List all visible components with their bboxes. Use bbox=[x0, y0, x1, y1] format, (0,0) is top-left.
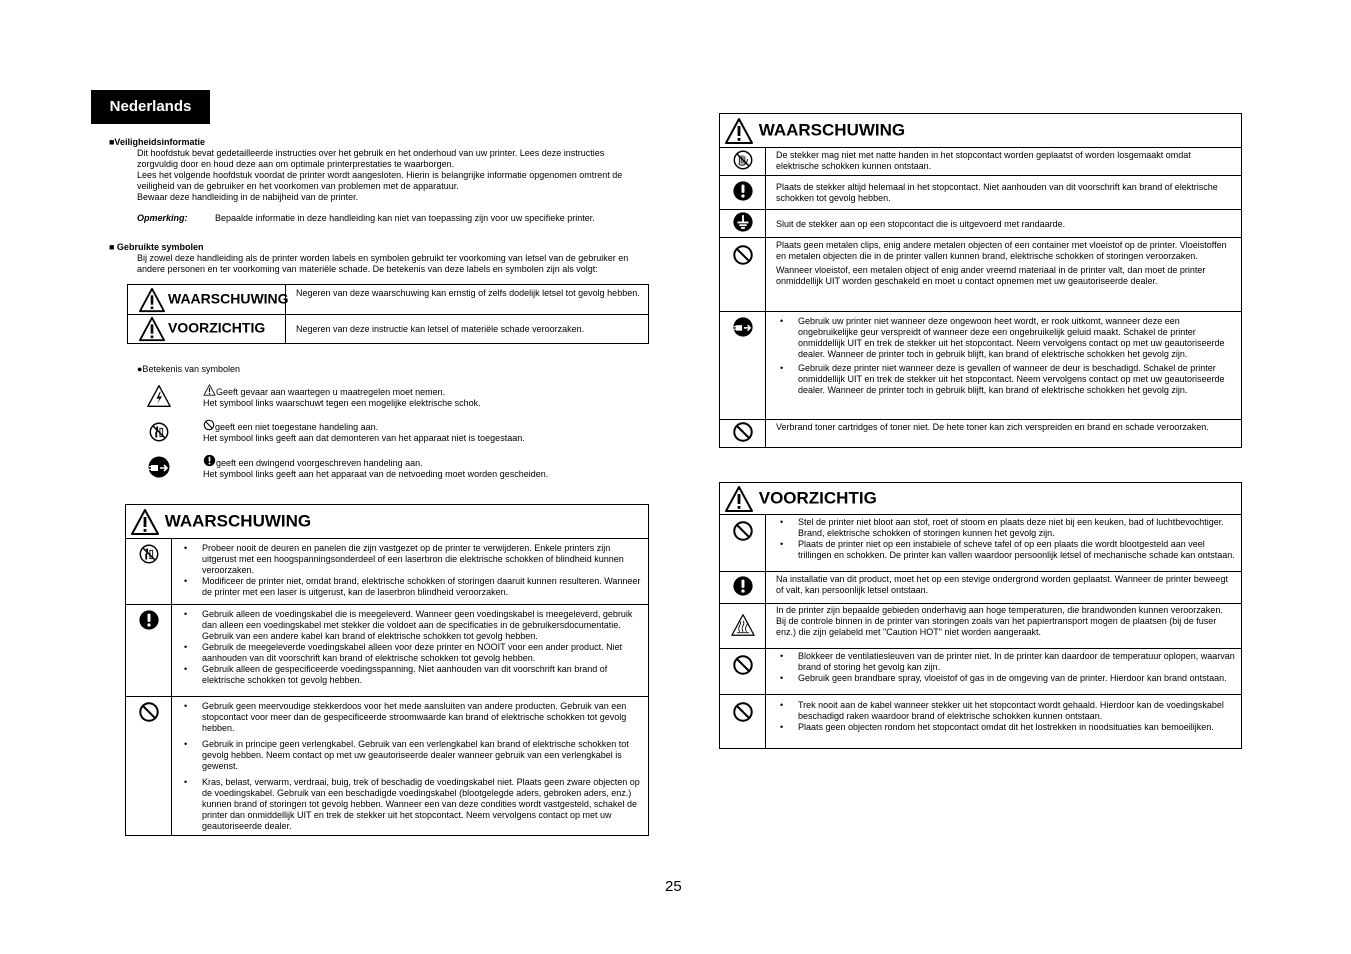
prohibited-icon bbox=[732, 701, 754, 723]
meaning-2: geeft een niet toegestane handeling aan. Het symbool links geeft aan dat demonteren van het apparaat niet is toegestaan. bbox=[203, 419, 525, 444]
no-wet-hands-icon bbox=[732, 149, 754, 171]
meaning-3: geeft een dwingend voorgeschreven handeling aan. Het symbool links geeft aan het apparaat van de netvoeding moet worden gescheiden. bbox=[203, 454, 548, 480]
warning-right-row-2: Plaats de stekker altijd helemaal in het stopcontact. Niet aanhouden van dit voorschrift kan brand of elektrische schokken tot gevolg hebben. bbox=[766, 176, 1242, 210]
warning-right-row-4: Plaats geen metalen clips, enig andere metalen objecten of een container met vloeistof op de printer. Vloeistoffen en metalen objecten die in de printer vallen kunnen brand, elektrische schokken of storingen veroorzaken. Wanneer vloeistof, een metalen object of enig ander vreemd materiaal in de printer valt, dan moet de printer onmiddellijk UIT worden geschakeld en moet u contact opnemen met uw geautoriseerde dealer. bbox=[766, 238, 1242, 312]
caution-row-5: • Trek nooit aan de kabel wanneer stekker uit het stopcontact wordt gehaald. Hierdoor kan de voedingskabel beschadigd raken waardoor brand of elektrische schokken kunnen ontstaan. • Plaats geen objecten rondom het stopcontact omdat dit het lostrekken in noodsituaties kan bemoeilijken. bbox=[766, 695, 1242, 749]
warning-right-row-1: De stekker mag niet met natte handen in het stopcontact worden geplaatst of worden losgemaakt omdat elektrische schokken kunnen ontstaan. bbox=[766, 148, 1242, 176]
warning-table-right bbox=[719, 113, 1242, 448]
mandatory-icon bbox=[203, 454, 216, 467]
safety-heading: ■Veiligheidsinformatie bbox=[109, 137, 205, 147]
page-number: 25 bbox=[665, 878, 682, 895]
label-warning-text: Negeren van deze waarschuwing kan ernstig of zelfs dodelijk letsel tot gevolg hebben. bbox=[286, 285, 649, 315]
symbols-text: Bij zowel deze handleiding als de printer worden labels en symbolen gebruikt ter voorkoming van letsel van de gebruiker en andere personen en ter voorkoming van materiële schade. De betekenis van deze labels en symbolen zijn als volgt: bbox=[137, 253, 629, 274]
warning-left-row-2: • Gebruik alleen de voedingskabel die is meegeleverd. Wanneer geen voedingskabel is meegeleverd, gebruik dan alleen een voedingskabel met stekker die voldoet aan de specificaties in de gebruikersdocumentatie. Gebruik van een andere kabel kan brand of elektrische schokken tot gevolg hebben. • Gebruik de meegeleverde voedingskabel alleen voor deze printer en NOOIT voor een ander product. Niet aanhouden van dit voorschrift kan brand of elektrische schokken tot gevolg hebben. • Gebruik alleen de gespecificeerde voedingsspanning. Niet aanhouden van dit voorschrift kan brand of elektrische schokken tot gevolg hebben. bbox=[172, 605, 649, 697]
note-label: Opmerking: bbox=[137, 213, 188, 223]
hot-surface-icon bbox=[730, 613, 756, 637]
warning-triangle-icon bbox=[724, 117, 754, 145]
warning-right-row-3: Sluit de stekker aan op een stopcontact die is uitgevoerd met randaarde. bbox=[766, 210, 1242, 238]
prohibited-icon bbox=[732, 654, 754, 676]
prohibited-icon bbox=[203, 419, 215, 431]
electric-shock-icon bbox=[146, 384, 172, 408]
no-disassembly-icon bbox=[138, 543, 160, 565]
warning-triangle-icon bbox=[203, 384, 216, 396]
label-warning: WAARSCHUWING bbox=[128, 285, 286, 315]
caution-header: VOORZICHTIG bbox=[720, 483, 1242, 515]
warning-table-left bbox=[125, 504, 649, 836]
caution-row-3: In de printer zijn bepaalde gebieden onderhavig aan hoge temperaturen, die brandwonden kunnen veroorzaken. Bij de controle binnen in de printer van storingen zoals van het papiertransport mogen de plaatsen (bij de fuser enz.) die zijn gelabeld met "Caution HOT" niet worden aangeraakt. bbox=[766, 604, 1242, 649]
label-table bbox=[127, 284, 649, 344]
warning-triangle-icon bbox=[130, 508, 160, 536]
unplug-icon bbox=[732, 316, 754, 338]
prohibited-icon bbox=[138, 701, 160, 723]
warning-triangle-icon bbox=[138, 287, 166, 313]
mandatory-icon bbox=[732, 180, 754, 202]
mandatory-icon bbox=[732, 575, 754, 597]
caution-row-4: • Blokkeer de ventilatiesleuven van de printer niet. In de printer kan daardoor de temperatuur oplopen, waarvan brand of storing het gevolg kan zijn. • Gebruik geen brandbare spray, vloeistof of gas in de omgeving van de printer. Hierdoor kan brand ontstaan. bbox=[766, 649, 1242, 695]
note-text: Bepaalde informatie in deze handleiding kan niet van toepassing zijn voor uw specifieke printer. bbox=[215, 213, 595, 223]
warning-header: WAARSCHUWING bbox=[720, 114, 1242, 148]
caution-row-2: Na installatie van dit product, moet het op een stevige ondergrond worden geplaatst. Wanneer de printer beweegt of valt, kan persoonlijk letsel ontstaan. bbox=[766, 572, 1242, 604]
ground-icon bbox=[732, 211, 754, 233]
warning-triangle-icon bbox=[724, 485, 754, 513]
unplug-icon bbox=[147, 455, 171, 479]
meaning-heading: ●Betekenis van symbolen bbox=[137, 364, 240, 374]
symbols-heading: ■ Gebruikte symbolen bbox=[109, 242, 204, 252]
no-disassembly-icon bbox=[148, 421, 170, 443]
caution-table-right bbox=[719, 482, 1242, 749]
warning-left-row-3: • Gebruik geen meervoudige stekkerdoos voor het mede aansluiten van andere producten. Gebruik van een stopcontact voor meer dan de gespecificeerde stroomwaarde kan brand of elektrische schokken tot gevolg hebben. • Gebruik in principe geen verlengkabel. Gebruik van een verlengkabel kan brand of elektrische schokken tot gevolg hebben. Neem contact op met uw geautoriseerde dealer wanneer gebruik van een verlengkabel is gewenst. • Kras, belast, verwarm, verdraai, buig, trek of beschadig de voedingskabel niet. Plaats geen zware objecten op de voedingskabel. Gebruik van een beschadigde voedingskabel (blootgelegde aders, gebroken aders, enz.) kunnen brand of storingen tot gevolg hebben. Wanneer een van deze condities wordt vastgesteld, schakel de printer dan onmiddellijk UIT en trek de stekker uit het stopcontact. Neem vervolgens contact op met uw geautoriseerde dealer. bbox=[172, 697, 649, 836]
caution-row-1: • Stel de printer niet bloot aan stof, roet of stoom en plaats deze niet bij een keuken, bad of luchtbevochtiger. Brand, elektrische schokken of storingen kunnen het gevolg zijn. • Plaats de printer niet op een instabiele of scheve tafel of op een plaats die wordt blootgesteld aan veel trillingen en schokken. De printer kan vallen waardoor persoonlijk letsel of mechanische schade kan ontstaan. bbox=[766, 515, 1242, 572]
warning-left-row-1: • Probeer nooit de deuren en panelen die zijn vastgezet op de printer te verwijderen. Enkele printers zijn uitgerust met een hoogspanningsonderdeel of een laserbron die elektrische schokken of blindheid kunnen veroorzaken. • Modificeer de printer niet, omdat brand, elektrische schokken of storingen daaruit kunnen resulteren. Wanneer de printer met een laser is uitgerust, kan de laserbron blindheid veroorzaken. bbox=[172, 539, 649, 605]
safety-text: Dit hoofdstuk bevat gedetailleerde instructies over het gebruik en het onderhoud van uw printer. Lees deze instructies zorgvuldig door en houd deze aan om optimale printerprestaties te waarborgen. Lees het volgende hoofdstuk voordat de printer wordt aangesloten. Hierin is belangrijke informatie opgenomen omtrent de veiligheid van de gebruiker en het voorkomen van problemen met de apparatuur. Bewaar deze handleiding in de nabijheid van de printer. bbox=[137, 148, 623, 202]
label-caution: VOORZICHTIG bbox=[128, 315, 286, 344]
label-caution-text: Negeren van deze instructie kan letsel of materiële schade veroorzaken. bbox=[286, 315, 649, 344]
prohibited-icon bbox=[732, 244, 754, 266]
warning-triangle-icon bbox=[138, 316, 166, 342]
warning-header: WAARSCHUWING bbox=[126, 505, 649, 539]
meaning-1: Geeft gevaar aan waartegen u maatregelen moet nemen. Het symbool links waarschuwt tegen een mogelijke elektrische schok. bbox=[203, 384, 481, 409]
language-tab: Nederlands bbox=[91, 90, 210, 124]
prohibited-icon bbox=[732, 520, 754, 542]
warning-right-row-5: • Gebruik uw printer niet wanneer deze ongewoon heet wordt, er rook uitkomt, wanneer deze een ongebruikelijke geur verspreidt of wanneer deze een ongebruikelijk geluid maakt. Schakel de printer onmiddellijk UIT en trek de stekker uit het stopcontact. Neem vervolgens contact op met uw geautoriseerde dealer. Wanneer de printer toch in gebruik blijft, kan brand of elektrische schokken het gevolg zijn. • Gebruik deze printer niet wanneer deze is gevallen of wanneer de deur is beschadigd. Schakel de printer onmiddellijk UIT en trek de stekker uit het stopcontact. Neem vervolgens contact op met uw geautoriseerde dealer. Wanneer de printer toch in gebruik blijft, kan brand of elektrische schokken het gevolg zijn. bbox=[766, 312, 1242, 420]
prohibited-icon bbox=[732, 421, 754, 443]
mandatory-icon bbox=[138, 609, 160, 631]
warning-right-row-6: Verbrand toner cartridges of toner niet. De hete toner kan zich verspreiden en brand en schade veroorzaken. bbox=[766, 420, 1242, 448]
note bbox=[137, 213, 595, 224]
